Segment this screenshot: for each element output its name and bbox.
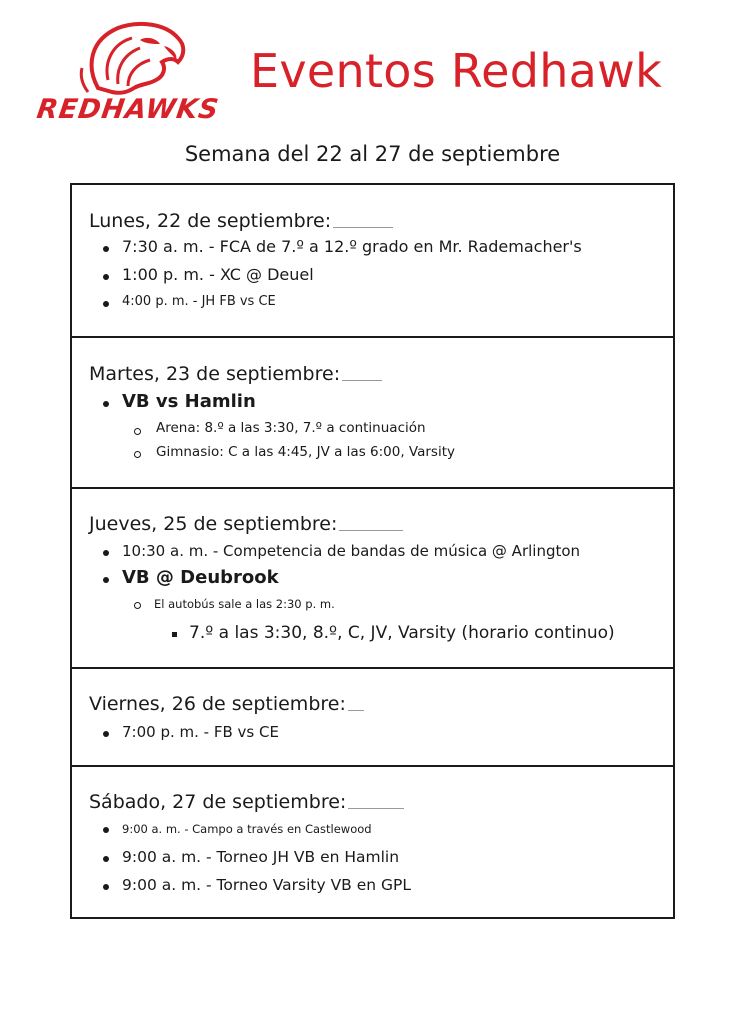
underline-line <box>342 379 382 381</box>
bullet-circle-icon <box>134 428 141 435</box>
day-section-friday <box>72 669 673 767</box>
bullet-disc-icon <box>103 884 109 890</box>
event-subitem: Gimnasio: C a las 4:45, JV a las 6:00, Varsity <box>156 444 455 460</box>
event-item: 10:30 a. m. - Competencia de bandas de música @ Arlington <box>122 542 581 560</box>
week-subtitle: Semana del 22 al 27 de septiembre <box>184 142 561 166</box>
bullet-disc-icon <box>103 827 109 833</box>
bullet-disc-icon <box>103 246 109 252</box>
day-heading <box>89 363 382 385</box>
day-heading-text: Lunes, 22 de septiembre: <box>89 210 332 232</box>
logo-wordmark: REDHAWKS <box>34 94 222 125</box>
underline-line <box>348 709 364 711</box>
bullet-circle-icon <box>134 451 141 458</box>
day-heading <box>89 791 404 813</box>
day-section-monday <box>72 185 673 338</box>
event-item: 4:00 p. m. - JH FB vs CE <box>122 294 276 309</box>
day-heading <box>89 693 364 715</box>
hawk-head-icon <box>28 18 228 98</box>
day-heading-text: Martes, 23 de septiembre: <box>89 363 341 385</box>
day-section-saturday <box>72 767 673 917</box>
event-item: 9:00 a. m. - Campo a través en Castlewood <box>122 822 372 836</box>
event-item: VB vs Hamlin <box>122 391 256 412</box>
page-title: Eventos Redhawk <box>250 44 663 98</box>
redhawks-logo <box>28 18 228 128</box>
underline-line <box>348 807 404 809</box>
event-item: VB @ Deubrook <box>122 567 279 588</box>
bullet-disc-icon <box>103 274 109 280</box>
schedule-table <box>70 183 675 919</box>
bullet-disc-icon <box>103 550 109 556</box>
bullet-square-icon <box>172 632 177 637</box>
day-heading-text: Viernes, 26 de septiembre: <box>89 693 346 715</box>
bullet-disc-icon <box>103 577 109 583</box>
day-heading <box>89 513 403 535</box>
bullet-disc-icon <box>103 731 109 737</box>
bullet-disc-icon <box>103 301 109 307</box>
bullet-circle-icon <box>134 602 141 609</box>
event-item: 7:30 a. m. - FCA de 7.º a 12.º grado en Mr. Rademacher's <box>122 237 582 256</box>
day-heading-text: Sábado, 27 de septiembre: <box>89 791 347 813</box>
bullet-disc-icon <box>103 856 109 862</box>
event-item: 1:00 p. m. - XC @ Deuel <box>122 265 314 284</box>
event-subitem: 7.º a las 3:30, 8.º, C, JV, Varsity (horario continuo) <box>189 623 615 643</box>
event-item: 9:00 a. m. - Torneo Varsity VB en GPL <box>122 876 412 894</box>
event-item: 7:00 p. m. - FB vs CE <box>122 723 279 741</box>
event-subitem: El autobús sale a las 2:30 p. m. <box>154 597 335 611</box>
bullet-disc-icon <box>103 401 109 407</box>
day-section-tuesday <box>72 338 673 489</box>
day-heading <box>89 210 393 232</box>
day-section-thursday <box>72 489 673 669</box>
underline-line <box>339 529 403 531</box>
day-heading-text: Jueves, 25 de septiembre: <box>89 513 338 535</box>
event-subitem: Arena: 8.º a las 3:30, 7.º a continuación <box>156 420 426 436</box>
event-item: 9:00 a. m. - Torneo JH VB en Hamlin <box>122 848 400 866</box>
underline-line <box>333 226 393 228</box>
